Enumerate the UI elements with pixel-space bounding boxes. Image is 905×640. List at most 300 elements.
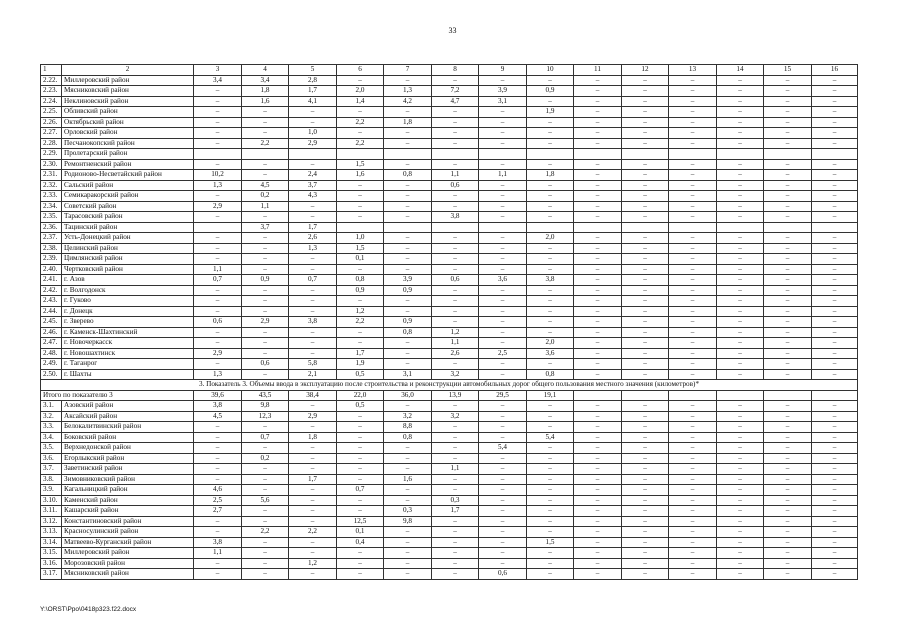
table-cell: – (574, 464, 622, 475)
total-label: Итого по показателю 3 (41, 390, 194, 401)
table-cell: – (669, 243, 717, 254)
table-cell: – (764, 464, 812, 475)
table-row (41, 527, 858, 538)
table-cell: – (669, 96, 717, 107)
table-cell: – (764, 527, 812, 538)
table-cell: – (764, 306, 812, 317)
table-cell: – (432, 306, 479, 317)
table-cell: 1,4 (337, 96, 384, 107)
table-cell: – (764, 243, 812, 254)
table-cell: – (574, 128, 622, 139)
table-cell: – (527, 443, 574, 454)
table-cell: 1,1 (432, 170, 479, 181)
table-cell: – (764, 485, 812, 496)
table-cell: – (479, 75, 527, 86)
table-cell: – (574, 96, 622, 107)
table-cell: 3.5. (41, 443, 62, 454)
table-cell: Родионово-Несветайский район (62, 170, 194, 181)
table-cell: – (194, 443, 242, 454)
table-cell: – (479, 285, 527, 296)
table-cell: – (764, 359, 812, 370)
table-cell: – (194, 254, 242, 265)
table-cell: 1,6 (384, 474, 432, 485)
table-cell: – (812, 411, 858, 422)
table-cell: – (717, 506, 764, 517)
table-cell: 3,8 (432, 212, 479, 223)
table-cell: 0,3 (432, 495, 479, 506)
table-cell: 3,9 (479, 86, 527, 97)
table-cell: – (337, 201, 384, 212)
table-cell: – (764, 254, 812, 265)
table-cell: – (622, 107, 669, 118)
table-cell: – (527, 296, 574, 307)
table-cell: – (289, 117, 337, 128)
table-cell: 2,6 (289, 233, 337, 244)
table-cell: 2.30. (41, 159, 62, 170)
table-cell: 0,2 (242, 453, 289, 464)
table-cell: – (764, 558, 812, 569)
table-cell: Октябрьский район (62, 117, 194, 128)
table-cell: – (194, 338, 242, 349)
table-cell: 2.32. (41, 180, 62, 191)
table-cell: – (812, 401, 858, 412)
table-cell: – (289, 327, 337, 338)
table-cell: – (384, 107, 432, 118)
table-row (41, 369, 858, 380)
table-cell: – (764, 369, 812, 380)
table-cell: 0,6 (432, 275, 479, 286)
table-cell: – (574, 254, 622, 265)
table-cell: 13 (669, 65, 717, 76)
table-cell: – (432, 285, 479, 296)
table-cell: 2.46. (41, 327, 62, 338)
table-cell: – (812, 107, 858, 118)
table-cell: 2.22. (41, 75, 62, 86)
table-cell: 1,7 (289, 474, 337, 485)
table-cell: – (574, 233, 622, 244)
table-cell: 4,7 (432, 96, 479, 107)
table-cell: – (384, 527, 432, 538)
table-cell: – (479, 558, 527, 569)
table-cell: 0,1 (337, 254, 384, 265)
table-cell: 1,8 (527, 170, 574, 181)
table-cell: – (764, 506, 812, 517)
table-cell: 2,2 (337, 138, 384, 149)
table-cell: – (337, 474, 384, 485)
table-cell (574, 222, 622, 233)
table-cell: – (479, 516, 527, 527)
table-cell: – (574, 516, 622, 527)
table-row (41, 327, 858, 338)
table-cell: – (337, 443, 384, 454)
table-cell: – (764, 411, 812, 422)
table-cell: 2.25. (41, 107, 62, 118)
table-cell: 0,4 (337, 537, 384, 548)
table-cell: – (384, 558, 432, 569)
table-cell: – (574, 443, 622, 454)
table-cell: – (337, 506, 384, 517)
table-row (41, 96, 858, 107)
table-cell: – (479, 453, 527, 464)
table-cell: – (622, 432, 669, 443)
table-cell: – (669, 369, 717, 380)
table-cell: 2.41. (41, 275, 62, 286)
table-cell: – (479, 243, 527, 254)
table-cell: – (574, 159, 622, 170)
table-cell: – (622, 485, 669, 496)
table-cell: – (479, 180, 527, 191)
table-cell: 3,8 (194, 401, 242, 412)
table-cell: 12 (622, 65, 669, 76)
table-cell: – (812, 369, 858, 380)
table-cell: – (574, 558, 622, 569)
table-cell: – (717, 170, 764, 181)
table-cell: – (574, 359, 622, 370)
table-cell: – (242, 327, 289, 338)
table-cell: – (527, 453, 574, 464)
table-cell: – (527, 96, 574, 107)
table-cell: – (574, 569, 622, 580)
table-cell: – (194, 422, 242, 433)
table-cell: 3.3. (41, 422, 62, 433)
table-cell: 7 (384, 65, 432, 76)
table-cell: – (289, 107, 337, 118)
table-cell: – (479, 411, 527, 422)
table-cell: – (242, 485, 289, 496)
table-cell: – (622, 401, 669, 412)
table-cell: – (384, 201, 432, 212)
page-number: 33 (448, 26, 457, 35)
table-cell: – (717, 180, 764, 191)
table-cell: 4,5 (242, 180, 289, 191)
table-cell: – (669, 201, 717, 212)
table-cell: – (669, 506, 717, 517)
header-row (41, 65, 858, 76)
table-cell: – (717, 474, 764, 485)
table-cell: – (622, 443, 669, 454)
table-cell: 22,0 (337, 390, 384, 401)
table-cell: 2.38. (41, 243, 62, 254)
table-cell: 0,9 (527, 86, 574, 97)
table-cell: – (764, 569, 812, 580)
table-cell: 3.15. (41, 548, 62, 559)
table-cell: – (432, 401, 479, 412)
table-cell: – (764, 138, 812, 149)
table-cell: – (764, 317, 812, 328)
table-cell: 19,1 (527, 390, 574, 401)
table-cell: 3.4. (41, 432, 62, 443)
table-cell: г. Гуково (62, 296, 194, 307)
table-row (41, 474, 858, 485)
table-row (41, 432, 858, 443)
table-cell: – (812, 201, 858, 212)
table-cell: 3.11. (41, 506, 62, 517)
table-cell: 9,8 (384, 516, 432, 527)
table-cell: – (527, 411, 574, 422)
table-cell: – (527, 548, 574, 559)
table-cell: – (574, 338, 622, 349)
table-cell: – (764, 86, 812, 97)
table-row (41, 201, 858, 212)
table-cell: – (574, 495, 622, 506)
table-cell: – (764, 401, 812, 412)
table-cell: – (432, 558, 479, 569)
table-cell: – (194, 285, 242, 296)
table-cell: – (337, 212, 384, 223)
table-cell: – (337, 338, 384, 349)
table-cell: – (669, 128, 717, 139)
table-cell: – (764, 495, 812, 506)
table-cell: – (479, 338, 527, 349)
table-cell: 6 (337, 65, 384, 76)
table-cell (384, 149, 432, 160)
table-cell: – (717, 306, 764, 317)
table-cell (527, 222, 574, 233)
table-cell: – (337, 569, 384, 580)
table-cell: – (574, 317, 622, 328)
table-cell: – (669, 306, 717, 317)
table-cell: – (669, 548, 717, 559)
table-cell: – (764, 432, 812, 443)
table-cell: Белокалитвинский район (62, 422, 194, 433)
table-cell: – (384, 348, 432, 359)
table-cell: – (479, 464, 527, 475)
table-cell: – (242, 159, 289, 170)
table-cell (669, 390, 717, 401)
table-cell: – (384, 485, 432, 496)
table-cell: – (194, 558, 242, 569)
table-cell: – (242, 464, 289, 475)
table-cell: – (289, 453, 337, 464)
table-cell: – (812, 338, 858, 349)
table-cell: 14 (717, 65, 764, 76)
table-cell: 2,8 (289, 75, 337, 86)
table-row (41, 548, 858, 559)
table-cell: Егорлыкский район (62, 453, 194, 464)
table-cell: – (289, 495, 337, 506)
table-cell: 2,0 (337, 86, 384, 97)
table-cell: 2.49. (41, 359, 62, 370)
table-cell: 0,3 (384, 506, 432, 517)
table-cell: 13,9 (432, 390, 479, 401)
table-cell: г. Волгодонск (62, 285, 194, 296)
table-cell: – (669, 422, 717, 433)
table-cell: 4 (242, 65, 289, 76)
table-cell: – (622, 474, 669, 485)
table-cell: – (194, 474, 242, 485)
table-cell: – (479, 422, 527, 433)
table-cell: 2.26. (41, 117, 62, 128)
table-cell: – (432, 422, 479, 433)
table-cell: – (432, 107, 479, 118)
table-cell: – (717, 233, 764, 244)
table-cell: – (574, 348, 622, 359)
table-cell: – (337, 422, 384, 433)
table-cell: – (289, 296, 337, 307)
table-row (41, 317, 858, 328)
table-cell: – (812, 75, 858, 86)
table-cell: – (574, 86, 622, 97)
table-cell (669, 149, 717, 160)
table-cell: 3,6 (479, 275, 527, 286)
table-cell: – (669, 180, 717, 191)
table-cell: – (337, 264, 384, 275)
table-cell: 3,8 (527, 275, 574, 286)
table-cell: 0,6 (242, 359, 289, 370)
table-cell: – (384, 306, 432, 317)
table-cell: 2,4 (289, 170, 337, 181)
table-cell: – (432, 432, 479, 443)
table-cell: – (527, 558, 574, 569)
table-cell: – (622, 495, 669, 506)
table-cell: 7,2 (432, 86, 479, 97)
table-cell: – (622, 569, 669, 580)
table-cell: – (764, 75, 812, 86)
table-cell: – (527, 464, 574, 475)
table-cell: 29,5 (479, 390, 527, 401)
table-cell: – (289, 516, 337, 527)
table-cell: – (479, 107, 527, 118)
table-cell: – (717, 201, 764, 212)
table-cell: 5,4 (479, 443, 527, 454)
table-cell: – (242, 369, 289, 380)
table-cell: – (289, 338, 337, 349)
table-cell: Красносулинский район (62, 527, 194, 538)
table-cell: г. Новошахтинск (62, 348, 194, 359)
table-cell: – (812, 243, 858, 254)
table-cell: – (574, 75, 622, 86)
table-cell: – (384, 254, 432, 265)
table-cell: – (384, 212, 432, 223)
table-cell: – (384, 548, 432, 559)
table-cell: – (574, 180, 622, 191)
table-cell: – (479, 485, 527, 496)
table-cell: – (384, 243, 432, 254)
table-cell: – (669, 527, 717, 538)
table-cell: – (289, 401, 337, 412)
table-cell: 3,1 (384, 369, 432, 380)
table-cell: – (669, 558, 717, 569)
table-cell: – (812, 443, 858, 454)
table-cell: – (527, 138, 574, 149)
table-cell: – (622, 191, 669, 202)
table-cell (622, 149, 669, 160)
table-cell: – (812, 558, 858, 569)
table-cell: – (527, 516, 574, 527)
table-cell: Каменский район (62, 495, 194, 506)
table-cell: – (622, 86, 669, 97)
table-cell: 0,8 (527, 369, 574, 380)
table-cell: 2,6 (432, 348, 479, 359)
table-cell: 3.10. (41, 495, 62, 506)
table-cell: – (194, 527, 242, 538)
table-cell: – (622, 180, 669, 191)
table-cell: 1,0 (337, 233, 384, 244)
table-row (41, 485, 858, 496)
table-cell: – (337, 296, 384, 307)
table-cell: Тацинский район (62, 222, 194, 233)
table-cell: – (479, 527, 527, 538)
table-cell: 0,9 (242, 275, 289, 286)
table-cell: – (289, 212, 337, 223)
table-cell: – (527, 201, 574, 212)
table-cell: – (669, 117, 717, 128)
table-cell: 1,5 (337, 159, 384, 170)
table-cell: 0,8 (337, 275, 384, 286)
table-cell: – (194, 296, 242, 307)
table-cell: – (764, 191, 812, 202)
table-cell: – (717, 516, 764, 527)
table-cell: – (194, 327, 242, 338)
table-cell: – (717, 191, 764, 202)
table-cell: – (669, 159, 717, 170)
table-cell: – (527, 327, 574, 338)
table-cell: 2.34. (41, 201, 62, 212)
table-cell: 1 (41, 65, 62, 76)
table-cell: – (812, 348, 858, 359)
table-cell: 2,9 (194, 201, 242, 212)
table-cell: – (764, 296, 812, 307)
table-cell: – (194, 453, 242, 464)
table-cell: – (812, 306, 858, 317)
table-cell: 1,6 (337, 170, 384, 181)
table-cell (717, 149, 764, 160)
table-cell: Пролетарский район (62, 149, 194, 160)
table-row (41, 464, 858, 475)
table-cell: – (622, 117, 669, 128)
table-cell: 0,8 (384, 327, 432, 338)
table-cell: – (574, 138, 622, 149)
table-cell: 2.44. (41, 306, 62, 317)
table-cell: – (574, 422, 622, 433)
table-cell: – (479, 401, 527, 412)
table-cell: – (717, 243, 764, 254)
table-cell: – (337, 495, 384, 506)
table-cell: – (717, 128, 764, 139)
table-cell: – (764, 548, 812, 559)
table-cell: – (289, 422, 337, 433)
table-cell: 8,8 (384, 422, 432, 433)
table-cell: – (812, 317, 858, 328)
table-cell (669, 222, 717, 233)
table-cell: – (764, 201, 812, 212)
table-cell: – (242, 348, 289, 359)
table-cell: – (194, 464, 242, 475)
table-cell: – (812, 96, 858, 107)
table-cell: – (242, 170, 289, 181)
table-cell: – (242, 254, 289, 265)
table-cell: – (479, 138, 527, 149)
table-cell: – (764, 159, 812, 170)
table-cell: – (384, 233, 432, 244)
table-cell: 1,2 (432, 327, 479, 338)
table-cell: – (717, 359, 764, 370)
table-cell: – (242, 285, 289, 296)
table-cell: 2,2 (337, 317, 384, 328)
table-cell: – (669, 138, 717, 149)
table-cell: 3,7 (242, 222, 289, 233)
table-body (41, 65, 858, 580)
table-cell: – (622, 296, 669, 307)
table-cell (194, 149, 242, 160)
table-cell: – (432, 443, 479, 454)
table-cell: – (622, 233, 669, 244)
footer-file-path: Y:\ORST\Ppo\0418p323.f22.docx (40, 606, 137, 613)
table-cell: – (669, 107, 717, 118)
table-cell: – (717, 485, 764, 496)
table-cell: – (669, 285, 717, 296)
table-cell: – (717, 369, 764, 380)
